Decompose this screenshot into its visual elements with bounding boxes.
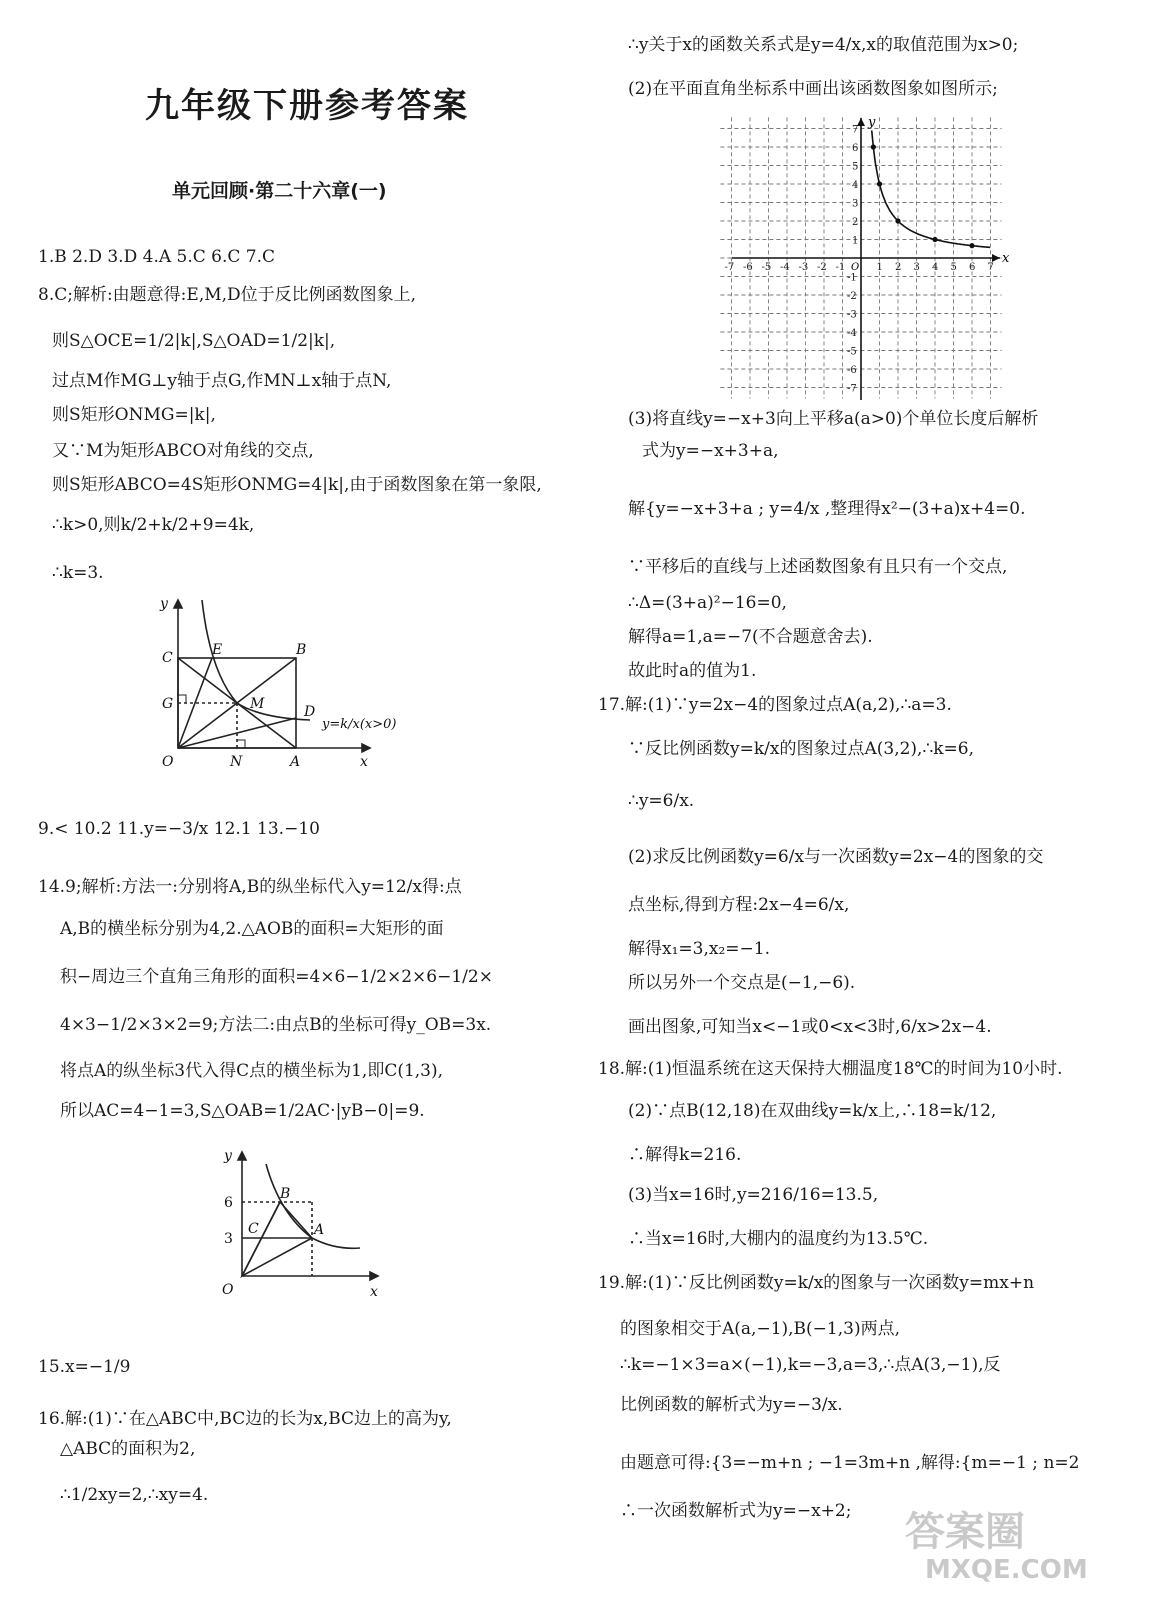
answer-line: 8.C;解析:由题意得:E,M,D位于反比例函数图象上, — [38, 285, 417, 305]
answer-line: 则S矩形ABCO=4S矩形ONMG=4|k|,由于函数图象在第一象限, — [52, 475, 542, 495]
answer-line: (2)求反比例函数y=6/x与一次函数y=2x−4的图象的交 — [628, 847, 1044, 867]
answer-line: ∴解得k=216. — [628, 1145, 742, 1165]
y-tick-label: 7 — [852, 124, 859, 136]
answer-line: 4×3−1/2×3×2=9;方法二:由点B的坐标可得y_OB=3x. — [60, 1015, 492, 1035]
answer-line: 解得a=1,a=−7(不合题意舍去). — [628, 627, 873, 647]
label-B: B — [280, 1186, 291, 1202]
answer-line: 解得x₁=3,x₂=−1. — [628, 939, 770, 959]
answer-line: 故此时a的值为1. — [628, 661, 757, 681]
label-D: D — [304, 704, 316, 720]
y-tick-label: 4 — [852, 180, 859, 191]
answer-line: ∵反比例函数y=k/x的图象过点A(3,2),∴k=6, — [628, 739, 975, 759]
answer-line: 比例函数的解析式为y=−3/x. — [620, 1395, 843, 1415]
answer-line: 所以AC=4−1=3,S△OAB=1/2AC·|yB−0|=9. — [60, 1101, 425, 1121]
answer-line: ∴一次函数解析式为y=−x+2; — [620, 1501, 852, 1521]
answer-line: 所以另外一个交点是(−1,−6). — [628, 973, 856, 993]
label-y: y — [224, 1148, 232, 1164]
answer-line: 过点M作MG⊥y轴于点G,作MN⊥x轴于点N, — [52, 371, 392, 391]
answer-line: 将点A的纵坐标3代入得C点的横坐标为1,即C(1,3), — [60, 1061, 444, 1081]
figure-rectangle-hyperbola — [150, 592, 450, 772]
label-A: A — [290, 754, 301, 770]
figure-triangle-aob — [210, 1144, 400, 1304]
answer-line: 又∵M为矩形ABCO对角线的交点, — [52, 441, 314, 461]
x-tick-label: -7 — [724, 262, 735, 273]
graph-point — [969, 243, 974, 248]
answer-line: 14.9;解析:方法一:分别将A,B的纵坐标代入y=12/x得:点 — [38, 877, 462, 897]
answer-line: 16.解:(1)∵在△ABC中,BC边的长为x,BC边上的高为y, — [38, 1409, 452, 1429]
answer-line: (2)∵点B(12,18)在双曲线y=k/x上,∴18=k/12, — [628, 1101, 997, 1121]
x-tick-label: 4 — [932, 262, 939, 273]
x-tick-label: 2 — [895, 262, 902, 273]
label-B: B — [296, 642, 307, 658]
x-tick-label: 6 — [969, 262, 976, 273]
label-x: x — [360, 754, 368, 770]
watermark-logo: 答案圈 — [905, 1509, 1025, 1555]
answer-line: 9.< 10.2 11.y=−3/x 12.1 13.−10 — [38, 819, 320, 839]
answer-line: 的图象相交于A(a,−1),B(−1,3)两点, — [620, 1319, 900, 1339]
section-heading: 单元回顾·第二十六章(一) — [172, 180, 387, 202]
answer-line: ∴y=6/x. — [628, 791, 695, 811]
label-x: x — [370, 1284, 378, 1300]
answer-line: A,B的横坐标分别为4,2.△AOB的面积=大矩形的面 — [60, 919, 444, 939]
y-tick-label: -1 — [847, 272, 857, 284]
answer-line: 画出图象,可知当x<−1或0<x<3时,6/x>2x−4. — [628, 1017, 992, 1037]
y-tick-label: -7 — [847, 383, 857, 395]
function-graph — [720, 112, 1020, 412]
answer-line: 点坐标,得到方程:2x−4=6/x, — [628, 895, 850, 915]
y-tick-label: -6 — [847, 365, 857, 376]
y-tick-label: -4 — [847, 328, 857, 339]
answer-line: ∴Δ=(3+a)²−16=0, — [628, 593, 787, 613]
x-tick-label: 3 — [913, 262, 920, 273]
curve-label: y=k/x(x>0) — [322, 717, 397, 732]
y-tick-label: -3 — [847, 309, 857, 321]
answer-line: (2)在平面直角坐标系中画出该函数图象如图所示; — [628, 79, 998, 99]
answer-line: ∴k=3. — [52, 563, 104, 583]
y-tick-label: 1 — [852, 235, 859, 247]
answer-line: 解{y=−x+3+a ; y=4/x ,整理得x²−(3+a)x+4=0. — [628, 499, 1026, 519]
answer-line: ∴当x=16时,大棚内的温度约为13.5℃. — [628, 1229, 929, 1249]
label-C: C — [162, 650, 173, 666]
x-tick-label: -3 — [798, 262, 809, 273]
label-3: 3 — [224, 1231, 233, 1247]
graph-point — [932, 237, 937, 242]
x-tick-label: -6 — [743, 262, 753, 273]
answer-line: ∴1/2xy=2,∴xy=4. — [60, 1485, 209, 1505]
answer-line: ∴k=−1×3=a×(−1),k=−3,a=3,∴点A(3,−1),反 — [620, 1355, 1001, 1375]
answer-line: 由题意可得:{3=−m+n ; −1=3m+n ,解得:{m=−1 ; n=2 — [620, 1453, 1080, 1473]
answer-line: 积−周边三个直角三角形的面积=4×6−1/2×2×6−1/2× — [60, 967, 493, 987]
answer-line: 1.B 2.D 3.D 4.A 5.C 6.C 7.C — [38, 247, 276, 267]
label-C: C — [248, 1221, 259, 1237]
y-tick-label: 2 — [852, 217, 859, 228]
label-O: O — [162, 754, 174, 770]
graph-point — [895, 218, 900, 223]
graph-axis-y: y — [868, 115, 876, 130]
y-tick-label: 5 — [852, 161, 859, 173]
answer-line: 19.解:(1)∵反比例函数y=k/x的图象与一次函数y=mx+n — [598, 1273, 1035, 1293]
x-tick-label: -5 — [761, 262, 772, 273]
answer-line: (3)当x=16时,y=216/16=13.5, — [628, 1185, 879, 1205]
page-title: 九年级下册参考答案 — [145, 86, 469, 126]
y-tick-label: 3 — [852, 198, 859, 210]
label-N: N — [230, 754, 243, 770]
y-tick-label: 6 — [852, 143, 859, 154]
answer-line: △ABC的面积为2, — [60, 1439, 196, 1459]
answer-line: (3)将直线y=−x+3向上平移a(a>0)个单位长度后解析 — [628, 409, 1039, 429]
y-tick-label: -5 — [847, 346, 857, 358]
answer-line: 15.x=−1/9 — [38, 1357, 131, 1377]
x-tick-label: 5 — [950, 262, 957, 273]
label-M: M — [250, 696, 265, 712]
graph-origin: O — [851, 262, 860, 273]
label-6: 6 — [224, 1195, 233, 1211]
label-A: A — [314, 1222, 325, 1238]
x-tick-label: -4 — [780, 262, 790, 273]
answer-line: ∵平移后的直线与上述函数图象有且只有一个交点, — [628, 557, 1008, 577]
answer-line: ∴k>0,则k/2+k/2+9=4k, — [52, 515, 255, 535]
label-E: E — [212, 642, 223, 658]
answer-line: 18.解:(1)恒温系统在这天保持大棚温度18℃的时间为10小时. — [598, 1059, 1063, 1079]
y-tick-label: -2 — [847, 291, 857, 302]
x-tick-label: 7 — [987, 262, 994, 273]
graph-axis-x: x — [1002, 251, 1010, 266]
x-tick-label: -2 — [817, 262, 827, 273]
x-tick-label: -1 — [835, 262, 846, 273]
graph-point — [877, 181, 882, 186]
answer-line: 式为y=−x+3+a, — [642, 441, 779, 461]
label-O: O — [222, 1282, 234, 1298]
answer-line: 17.解:(1)∵y=2x−4的图象过点A(a,2),∴a=3. — [598, 695, 952, 715]
answer-line: ∴y关于x的函数关系式是y=4/x,x的取值范围为x>0; — [628, 35, 1019, 55]
label-G: G — [162, 696, 174, 712]
watermark-url: MXQE.COM — [925, 1555, 1088, 1585]
answer-line: 则S△OCE=1/2|k|,S△OAD=1/2|k|, — [52, 331, 336, 351]
answer-line: 则S矩形ONMG=|k|, — [52, 405, 216, 425]
graph-point — [871, 144, 876, 149]
x-tick-label: 1 — [876, 262, 883, 273]
label-y: y — [160, 596, 168, 612]
